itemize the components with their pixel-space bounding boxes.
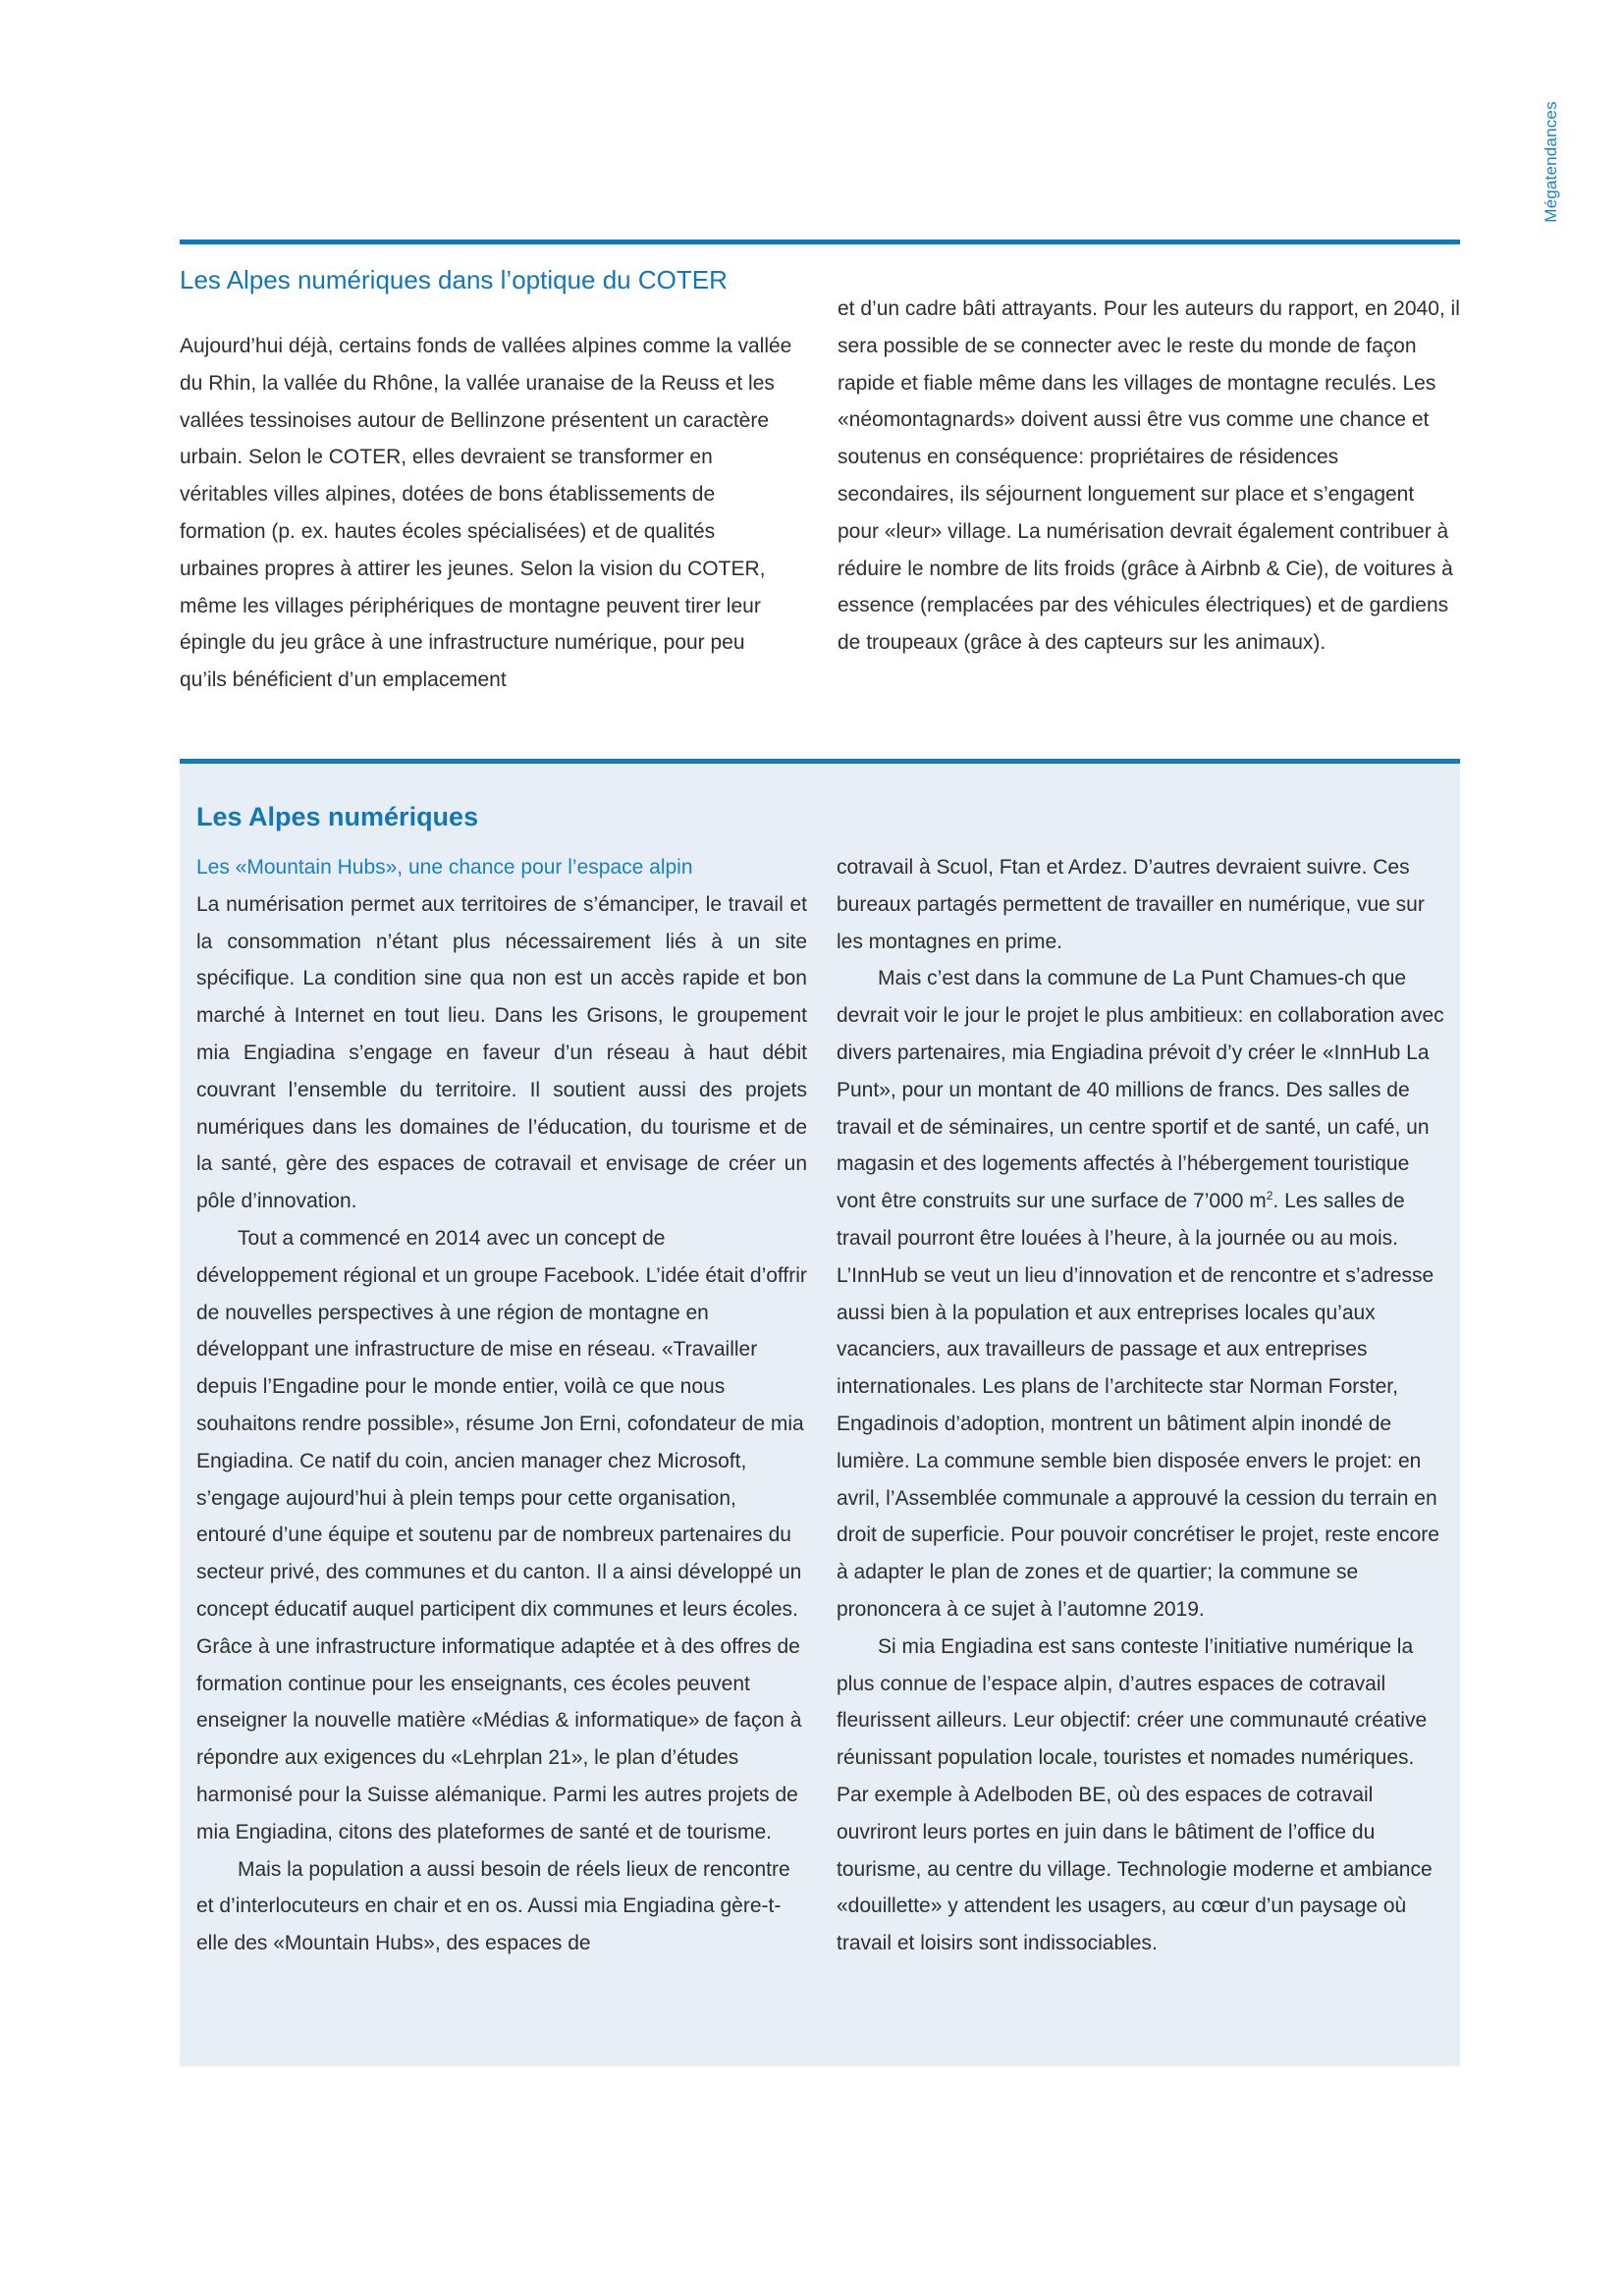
paragraph: et d’un cadre bâti attrayants. Pour les auteurs du rapport, en 2040, il sera possible de se connecter avec le reste du monde de façon rapide et fiable même dans les villages de montagne reculés. Les «néomontagnards» doivent aussi être vus comme une chance et soutenus en conséquence: propriétaires de résidences secondaires, ils séjournent longuement sur place et s’engagent pour «leur» village. La numérisation devrait également contribuer à réduire le nombre de lits froids (grâce à Airbnb & Cie), de voitures à essence (remplacées par des véhicules électriques) et de gardiens de troupeaux (grâce à des capteurs sur les animaux). (838, 297, 1460, 655)
box-left-column (196, 849, 807, 1962)
section-coter-header (180, 240, 1460, 295)
section-rule (180, 240, 1460, 244)
paragraph: Aujourd’hui déjà, certains fonds de vallées alpines comme la vallée du Rhin, la vallée du Rhône, la vallée uranaise de la Reuss et les vallées tessinoises autour de Bellinzone présentent un caractère urbain. Selon le COTER, elles devraient se transformer en véritables villes alpines, dotées de bons établissements de formation (p. ex. hautes écoles spécialisées) et de qualités urbaines propres à attirer les jeunes. Selon la vision du COTER, même les villages périphériques de montagne peuvent tirer leur épingle du jeu grâce à une infrastructure numérique, pour peu qu’ils bénéficient d’un emplacement (180, 335, 792, 692)
paragraph (837, 960, 1445, 1628)
section-title: Les Alpes numériques dans l’optique du COTER (180, 265, 728, 294)
paragraph-text: Mais c’est dans la commune de La Punt Chamues-ch que devrait voir le jour le projet le plus ambitieux: en collaboration avec divers partenaires, mia Engiadina prévoit d’y créer le «InnHub La Punt», pour un montant de 40 millions de francs. Des salles de travail et de séminaires, un centre sportif et de santé, un café, un magasin et des logements affectés à l’hébergement touristique vont être construits sur une surface de 7’000 m (837, 967, 1444, 1213)
running-header (1542, 93, 1561, 231)
running-header-text: Mégatendances (1542, 101, 1560, 223)
paragraph: cotravail à Scuol, Ftan et Ardez. D’autres devraient suivre. Ces bureaux partagés permettent de travailler en numérique, vue sur les montagnes en prime. (837, 856, 1425, 953)
paragraph: Tout a commencé en 2014 avec un concept de développement régional et un groupe Facebook. L’idée était d’offrir de nouvelles perspectives à une région de montagne en développant une infrastructure de mise en réseau. «Travailler depuis l’Engadine pour le monde entier, voilà ce que nous souhaitons rendre possible», résume Jon Erni, cofondateur de mia Engiadina. Ce natif du coin, ancien manager chez Microsoft, s’engage aujourd’hui à plein temps pour cette organisation, entouré d’une équipe et soutenu par de nombreux partenaires du secteur privé, des communes et du canton. Il a ainsi développé un concept éducatif auquel participent dix communes et leurs écoles. Grâce à une infrastructure informatique adaptée et à des offres de formation continue pour les enseignants, ces écoles peuvent enseigner la nouvelle matière «Médias & informatique» de façon à répondre aux exigences du «Lehrplan 21», le plan d’études harmonisé pour la Suisse alémanique. Parmi les autres projets de mia Engiadina, citons des plateformes de santé et de tourisme. (196, 1226, 807, 1843)
box-right-column (837, 849, 1445, 1962)
box-title: Les Alpes numériques (196, 802, 479, 832)
paragraph: La numérisation permet aux territoires de s’émanciper, le travail et la consommation n’étant plus nécessairement liés à un site spécifique. La condition sine qua non est un accès rapide et bon marché à Internet en tout lieu. Dans les Grisons, le groupement mia Engiadina s’engage en faveur d’un réseau à haut débit couvrant l’ensemble du territoire. Il soutient aussi des projets numériques dans les domaines de l’éducation, du tourisme et de la santé, gère des espaces de cotravail et envisage de créer un pôle d’innovation. (196, 892, 807, 1213)
superscript: 2 (1266, 1189, 1273, 1203)
box-subheading: Les «Mountain Hubs», une chance pour l’espace alpin (196, 856, 693, 879)
section-coter-right-column (838, 291, 1460, 662)
section-coter-left-column (180, 328, 796, 699)
sidebar-box-digital-alps (180, 759, 1460, 2066)
paragraph: Si mia Engiadina est sans conteste l’initiative numérique la plus connue de l’espace alpin, d’autres espaces de cotravail fleurissent ailleurs. Leur objectif: créer une communauté créative réunissant population locale, touristes et nomades numériques. Par exemple à Adelboden BE, où des espaces de cotravail ouvriront leurs portes en juin dans le bâtiment de l’office du tourisme, au centre du village. Technologie moderne et ambiance «douillette» y attendent les usagers, au cœur d’un paysage où travail et loisirs sont indissociables. (837, 1634, 1433, 1955)
paragraph: Mais la population a aussi besoin de réels lieux de rencontre et d’interlocuteurs en chair et en os. Aussi mia Engiadina gère-t-elle des «Mountain Hubs», des espaces de (196, 1857, 790, 1955)
box-rule (180, 759, 1460, 764)
paragraph-text-continued: . Les salles de travail pourront être louées à l’heure, à la journée ou au mois. L’InnHub se veut un lieu d’innovation et de rencontre et s’adresse aussi bien à la population et aux entreprises locales qu’aux vacanciers, aux travailleurs de passage et aux entreprises internationales. Les plans de l’architecte star Norman Forster, Engadinois d’adoption, montrent un bâtiment alpin inondé de lumière. La commune semble bien disposée envers le projet: en avril, l’Assemblée communale a approuvé la cession du terrain en droit de superficie. Pour pouvoir concrétiser le projet, reste encore à adapter le plan de zones et de quartier; la commune se prononcera à ce sujet à l’automne 2019. (837, 1190, 1439, 1621)
